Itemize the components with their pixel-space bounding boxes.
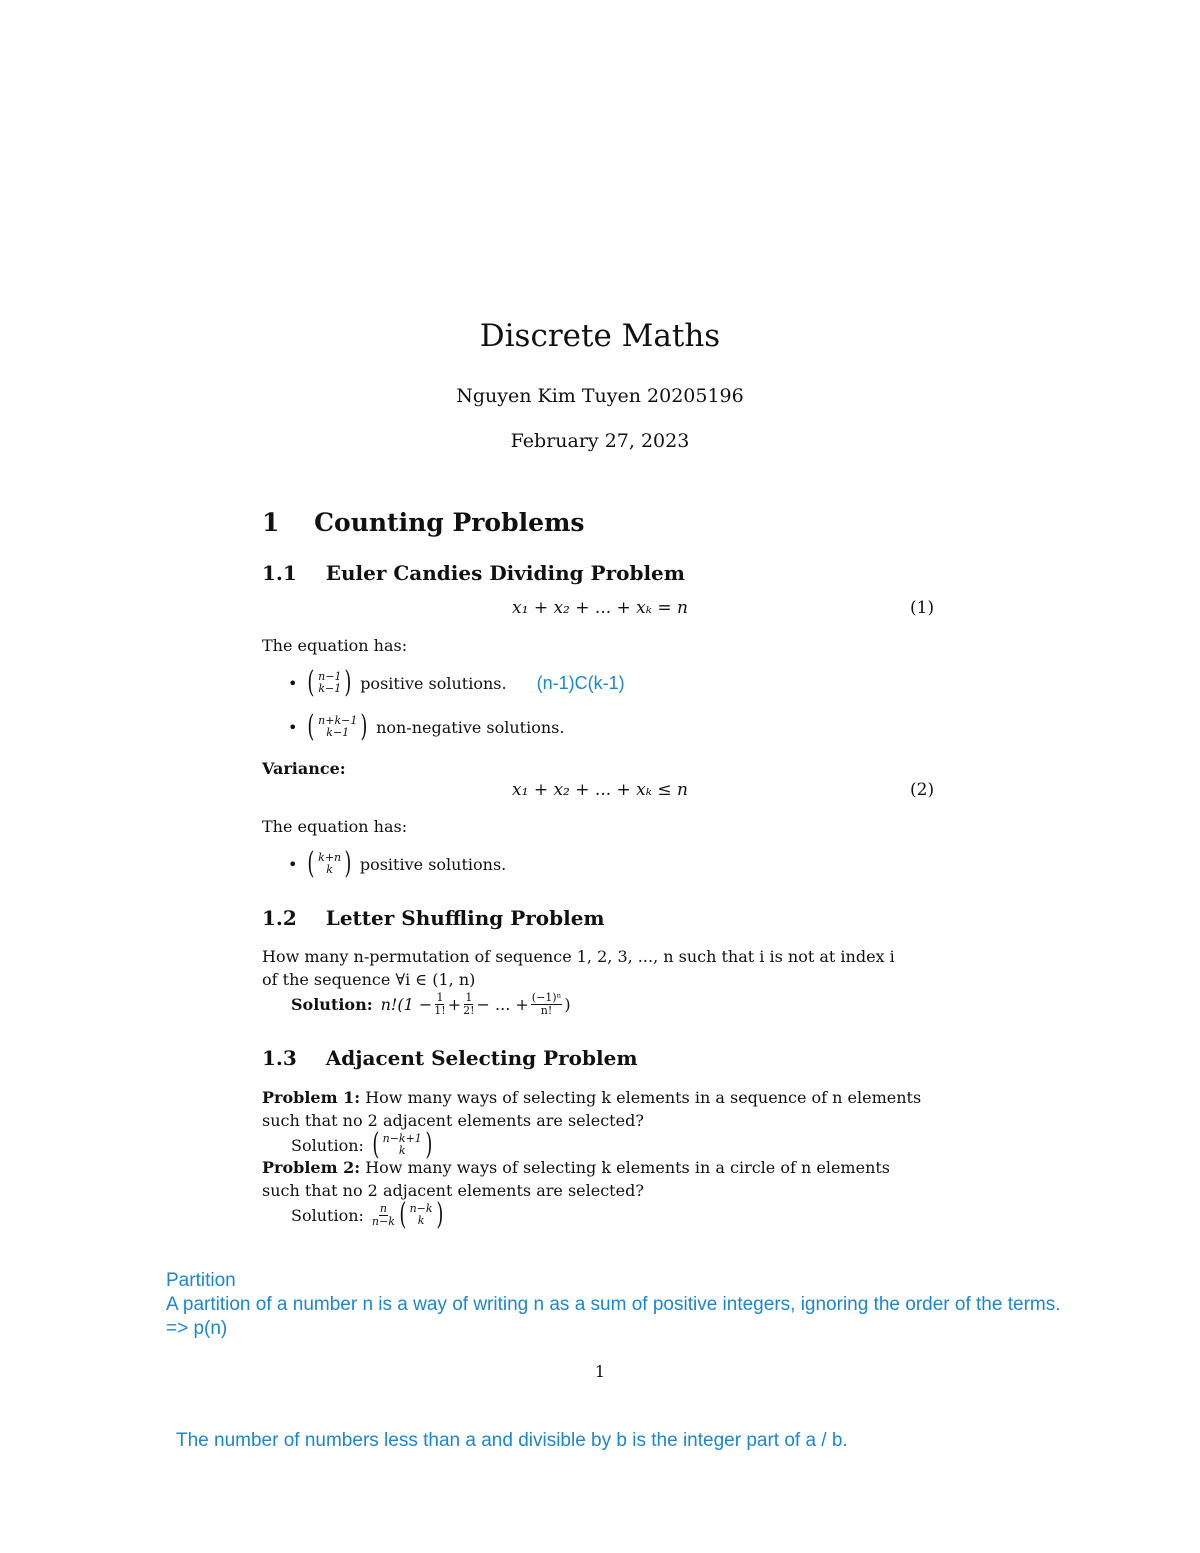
binomial-top: n−1: [318, 670, 342, 683]
binomial-top: n−k+1: [382, 1132, 422, 1145]
equation-has-text: The equation has:: [262, 636, 408, 655]
solution-label: Solution:: [291, 1205, 364, 1225]
binomial-top: n+k−1: [318, 714, 358, 727]
subsection-number: 1.1: [262, 561, 297, 585]
solution-line: [291, 992, 571, 1017]
bullet-icon: •: [288, 673, 298, 693]
problem-1: [262, 1086, 952, 1109]
section-number: 1: [262, 508, 280, 537]
document-date: February 27, 2023: [510, 430, 690, 452]
binomial-bottom: k: [398, 1144, 406, 1157]
binomial: ( n−k k ): [399, 1197, 443, 1232]
subsection-heading-1-1: [262, 561, 685, 585]
problem-label: Problem 2:: [262, 1158, 361, 1177]
binomial: ( k+n k ): [307, 846, 352, 881]
binomial-bottom: k−1: [326, 726, 350, 739]
formula-part: +: [447, 995, 462, 1014]
partition-note-result: => p(n): [166, 1318, 228, 1339]
problem-text: How many ways of selecting k elements in a sequence of n elements: [365, 1088, 922, 1107]
subsection-heading-1-2: [262, 906, 605, 930]
problem-text-line: such that no 2 adjacent elements are selected?: [262, 1181, 644, 1200]
formula-part: ): [564, 995, 571, 1014]
binomial-top: k+n: [318, 851, 342, 864]
paragraph-line: How many n-permutation of sequence 1, 2, 3, ..., n such that i is not at index i: [262, 947, 895, 966]
binomial: ( n−1 k−1 ): [307, 665, 352, 700]
handwritten-note: (n-1)C(k-1): [536, 672, 625, 693]
document-title: Discrete Maths: [479, 318, 721, 354]
list-item-text: positive solutions.: [359, 854, 507, 874]
list-item: [288, 665, 625, 700]
fraction: $\frac{1}{2!}$: [463, 991, 475, 1017]
binomial: ( n−k+1 k ): [372, 1127, 433, 1162]
partition-note-text: A partition of a number n is a way of writing n as a sum of positive integers, ignoring the order of the terms.: [166, 1294, 1061, 1315]
equation-number-1: (1): [910, 598, 935, 618]
binomial-bottom: k: [326, 863, 333, 876]
problem-text: How many ways of selecting k elements in a circle of n elements: [365, 1158, 891, 1177]
divisibility-note: The number of numbers less than a and divisible by b is the integer part of a / b.: [176, 1430, 848, 1451]
solution-label: Solution:: [291, 1135, 364, 1155]
fraction: $\frac{n}{n-k}$: [371, 1201, 395, 1228]
problem-label: Problem 1:: [262, 1088, 361, 1107]
equation-2: x₁ + x₂ + ... + xₖ ≤ n: [512, 780, 688, 800]
subsection-heading-1-3: [262, 1046, 637, 1070]
variance-label: Variance:: [262, 759, 346, 778]
bullet-icon: •: [288, 717, 298, 737]
paragraph-line: of the sequence ∀i ∈ (1, n): [262, 970, 476, 989]
formula-part: − ... +: [476, 995, 529, 1014]
equation-number-2: (2): [910, 780, 935, 800]
problem-text-line: such that no 2 adjacent elements are selected?: [262, 1111, 644, 1130]
formula-part: n!(1 −: [380, 995, 433, 1014]
equation-1: x₁ + x₂ + ... + xₖ = n: [512, 598, 688, 618]
section-heading: [262, 508, 585, 537]
list-item-text: non-negative solutions.: [376, 717, 565, 737]
solution-line: [291, 1197, 445, 1232]
section-title: Counting Problems: [314, 508, 585, 537]
subsection-title: Euler Candies Dividing Problem: [325, 561, 685, 585]
subsection-number: 1.2: [262, 906, 297, 930]
problem-2: [262, 1156, 952, 1179]
binomial-top: n−k: [409, 1202, 433, 1215]
list-item-text: positive solutions.: [360, 673, 507, 693]
binomial-bottom: k−1: [318, 682, 342, 695]
subsection-number: 1.3: [262, 1046, 297, 1070]
page-number: 1: [594, 1362, 606, 1381]
solution-label: Solution:: [291, 995, 373, 1014]
subsection-title: Letter Shuffling Problem: [325, 906, 605, 930]
list-item: [288, 846, 507, 881]
fraction: $\frac{\text{(−1)ⁿ}}{n!}$: [531, 991, 562, 1017]
fraction: $\frac{1}{1!}$: [434, 991, 446, 1017]
binomial-bottom: k: [417, 1214, 425, 1227]
partition-note-title: Partition: [166, 1270, 236, 1291]
binomial: ( n+k−1 k−1 ): [307, 709, 368, 744]
list-item: [288, 709, 565, 744]
equation-has-text: The equation has:: [262, 817, 408, 836]
bullet-icon: •: [288, 854, 298, 874]
subsection-title: Adjacent Selecting Problem: [325, 1046, 638, 1070]
document-author: Nguyen Kim Tuyen 20205196: [456, 385, 744, 407]
